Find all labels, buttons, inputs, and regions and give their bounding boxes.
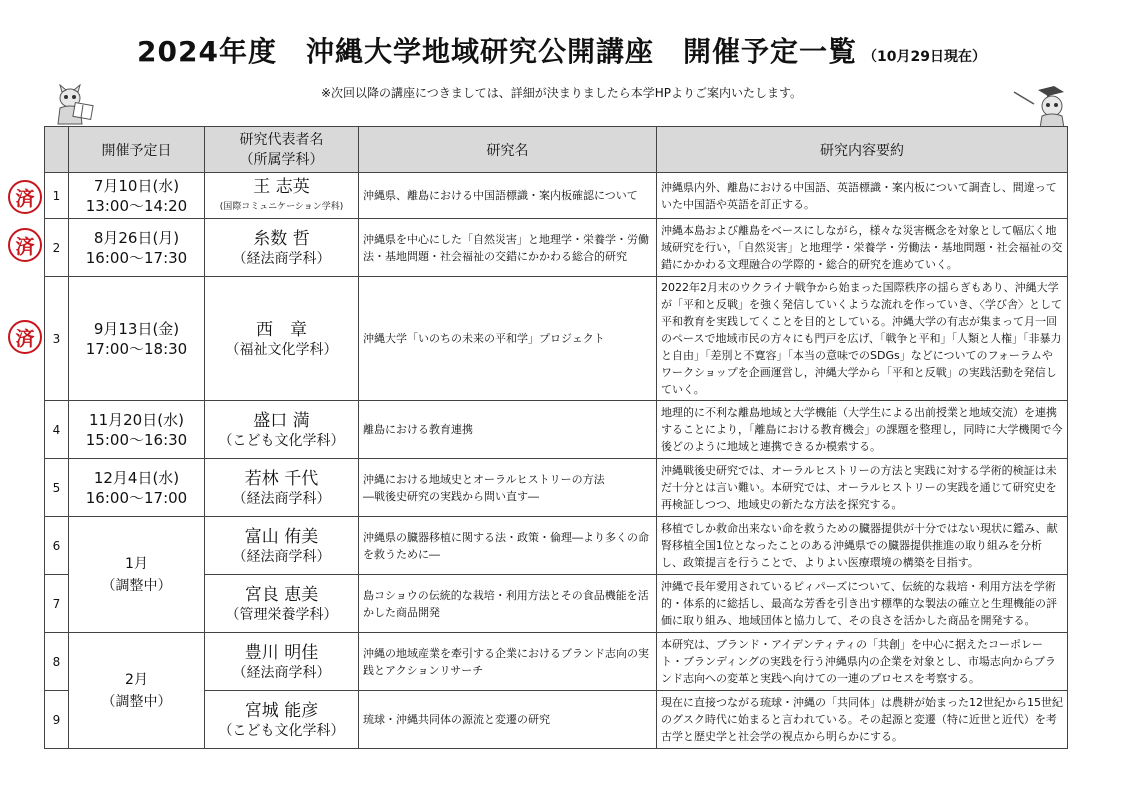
rep-name: 西 章 <box>256 319 307 340</box>
header-rep-label: 研究代表者名 <box>239 131 324 148</box>
topic-cell: 島コショウの伝統的な栽培・利用方法とその食品機能を活かした商品開発 <box>359 575 657 633</box>
schedule-table <box>44 126 1068 749</box>
time-text: 15:00～16:30 <box>85 430 188 449</box>
date-text: 12月4日(水) <box>93 468 180 487</box>
time-text: 16:00～17:00 <box>85 488 188 507</box>
header-topic: 研究名 <box>359 127 657 173</box>
as-of-date: （10月29日現在） <box>862 49 986 65</box>
table-row <box>45 401 1068 459</box>
table-header-row <box>45 127 1068 173</box>
row-number: 6 <box>45 517 69 575</box>
table-row <box>45 633 1068 691</box>
header-num <box>45 127 69 173</box>
month-label: 2月 <box>125 671 148 688</box>
topic-cell: 沖縄県、離島における中国語標識・案内板確認について <box>359 173 657 219</box>
date-text: 11月20日(水) <box>89 410 184 429</box>
rep-name: 豊川 明佳 <box>244 642 319 663</box>
date-cell <box>69 219 205 277</box>
rep-faculty: （経法商学科） <box>232 250 331 267</box>
topic-cell: 沖縄県の臓器移植に関する法・政策・倫理―より多くの命を救うために― <box>359 517 657 575</box>
completed-stamp-icon: 済 <box>8 320 42 354</box>
representative-cell <box>205 575 359 633</box>
rep-name: 若林 千代 <box>244 468 319 489</box>
row-number: 3 <box>45 277 69 401</box>
representative-cell <box>205 517 359 575</box>
date-text: 7月10日(水) <box>93 176 180 195</box>
rep-faculty: （経法商学科） <box>232 664 331 681</box>
rep-faculty: （経法商学科） <box>232 548 331 565</box>
date-text: 9月13日(金) <box>93 319 180 338</box>
topic-cell: 沖縄県を中心にした「自然災害」と地理学・栄養学・労働法・基地問題・社会福祉の交錯にかかわる総合的研究 <box>359 219 657 277</box>
row-number: 7 <box>45 575 69 633</box>
time-text: 16:00～17:30 <box>85 248 188 267</box>
date-cell <box>69 459 205 517</box>
rep-faculty: （こども文化学科） <box>218 432 345 449</box>
rep-name: 富山 侑美 <box>244 526 319 547</box>
representative-cell <box>205 219 359 277</box>
summary-cell: 沖縄県内外、離島における中国語、英語標識・案内板について調査し、間違っていた中国語や英語を訂正する。 <box>657 173 1068 219</box>
rep-name: 王 志英 <box>253 176 310 197</box>
rep-name: 盛口 満 <box>253 410 310 431</box>
summary-cell: 移植でしか救命出来ない命を救うための臓器提供が十分ではない現状に鑑み、献腎移植全国1位となったことのある沖縄県での臓器提供推進の取り組みを分析し、政策提言を行うことで、よりよい医療環境の構築を目指す。 <box>657 517 1068 575</box>
header-summary: 研究内容要約 <box>657 127 1068 173</box>
representative-cell <box>205 173 359 219</box>
representative-cell <box>205 459 359 517</box>
rep-name: 宮城 能彦 <box>244 700 319 721</box>
teacher-mascot-icon <box>1012 84 1068 128</box>
summary-cell: 現在に直接つながる琉球・沖縄の「共同体」は農耕が始まった12世紀から15世紀のグスク時代に始まると言われている。その起源と変遷（特に近世と近代）を考古学と歴史学と社会学の視点から明らかにする。 <box>657 691 1068 749</box>
date-cell <box>69 401 205 459</box>
row-number: 1 <box>45 173 69 219</box>
summary-cell: 沖縄で長年愛用されているピィパーズについて、伝統的な栽培・利用方法を学術的・体系的に総括し、最高な芳香を引き出す標準的な製法の確立と生理機能の評価に取り組み、地域団体と協力して、その良さを活かした商品を開発する。 <box>657 575 1068 633</box>
rep-name: 宮良 恵美 <box>244 584 319 605</box>
date-cell <box>69 277 205 401</box>
topic-cell: 沖縄大学「いのちの未来の平和学」プロジェクト <box>359 277 657 401</box>
page-title <box>0 30 1123 70</box>
time-text: 17:00～18:30 <box>85 339 188 358</box>
summary-cell: 地理的に不利な離島地域と大学機能（大学生による出前授業と地域交流）を連携することにより，「離島における教育機会」の課題を整理し，同時に大学機関で今後どのように地域と連携できるか模索する。 <box>657 401 1068 459</box>
summary-cell: 2022年2月末のウクライナ戦争から始まった国際秩序の揺らぎもあり、沖縄大学が「平和と反戦」を強く発信していくような流れを作っていき、〈学び舎〉として平和教育を実践してくことを目的としている。沖縄大学の有志が集まって月一回のペースで地域市民の方々にも門戸を広げ、「戦争と平和」「人類と人権」「非暴力と自由」「差別と不寛容」「本当の意味でのSDGs」などについてのフォーラムやワークショップを企画運営し，沖縄大学から「平和と反戦」の実践活動を発信していく。 <box>657 277 1068 401</box>
topic-subtitle: ―戦後史研究の実践から問い直す― <box>363 489 539 503</box>
month-group-cell <box>69 517 205 633</box>
notice-text: ※次回以降の講座につきましては、詳細が決まりましたら本学HPよりご案内いたします。 <box>320 86 803 100</box>
table-row <box>45 517 1068 575</box>
row-number: 9 <box>45 691 69 749</box>
month-note: （調整中） <box>101 693 172 710</box>
date-text: 8月26日(月) <box>93 228 180 247</box>
table-row <box>45 277 1068 401</box>
header-date: 開催予定日 <box>69 127 205 173</box>
month-note: （調整中） <box>101 577 172 594</box>
summary-cell: 本研究は、ブランド・アイデンティティの「共創」を中心に据えたコーポレート・ブランディングの実践を行う沖縄県内の企業を対象とし、市場志向からブランド志向への変革と実践へ向けての一連のプロセスを考察する。 <box>657 633 1068 691</box>
representative-cell <box>205 277 359 401</box>
topic-cell: 琉球・沖縄共同体の源流と変遷の研究 <box>359 691 657 749</box>
header-rep-sub: （所属学科） <box>239 151 324 168</box>
topic-cell <box>359 459 657 517</box>
rep-faculty: （こども文化学科） <box>218 722 345 739</box>
summary-cell: 沖縄本島および離島をベースにしながら，様々な災害概念を対象として幅広く地域研究を行い，「自然災害」と地理学・栄養学・労働法・基地問題・社会福祉の交錯にかかわる文理融合の学際的・総合的研究を進めていく。 <box>657 219 1068 277</box>
month-label: 1月 <box>125 555 148 572</box>
topic-cell: 沖縄の地域産業を牽引する企業におけるブランド志向の実践とアクションリサーチ <box>359 633 657 691</box>
table-row <box>45 459 1068 517</box>
row-number: 4 <box>45 401 69 459</box>
representative-cell <box>205 691 359 749</box>
completed-stamp-icon: 済 <box>8 180 42 214</box>
row-number: 2 <box>45 219 69 277</box>
reading-mascot-icon <box>50 84 96 126</box>
rep-faculty: （福祉文化学科） <box>225 341 338 358</box>
title-text: 2024年度 沖縄大学地域研究公開講座 開催予定一覧 <box>137 35 857 68</box>
date-cell <box>69 173 205 219</box>
time-text: 13:00～14:20 <box>85 196 188 215</box>
representative-cell <box>205 401 359 459</box>
representative-cell <box>205 633 359 691</box>
header-representative <box>205 127 359 173</box>
topic-title: 沖縄における地域史とオーラルヒストリーの方法 <box>363 472 605 486</box>
summary-cell: 沖縄戦後史研究では、オーラルヒストリーの方法と実践に対する学術的検証は未だ十分とは言い難い。本研究では、オーラルヒストリーの実践を通じて研究史を再検証しつつ、地域史の新たな方法を探究する。 <box>657 459 1068 517</box>
month-group-cell <box>69 633 205 749</box>
table-row <box>45 219 1068 277</box>
table-row <box>45 173 1068 219</box>
rep-faculty: (国際コミュニケーション学科) <box>219 201 344 212</box>
completed-stamp-icon: 済 <box>8 228 42 262</box>
rep-faculty: （管理栄養学科） <box>225 606 338 623</box>
row-number: 5 <box>45 459 69 517</box>
rep-name: 糸数 哲 <box>253 228 310 249</box>
row-number: 8 <box>45 633 69 691</box>
rep-faculty: （経法商学科） <box>232 490 331 507</box>
topic-cell: 離島における教育連携 <box>359 401 657 459</box>
